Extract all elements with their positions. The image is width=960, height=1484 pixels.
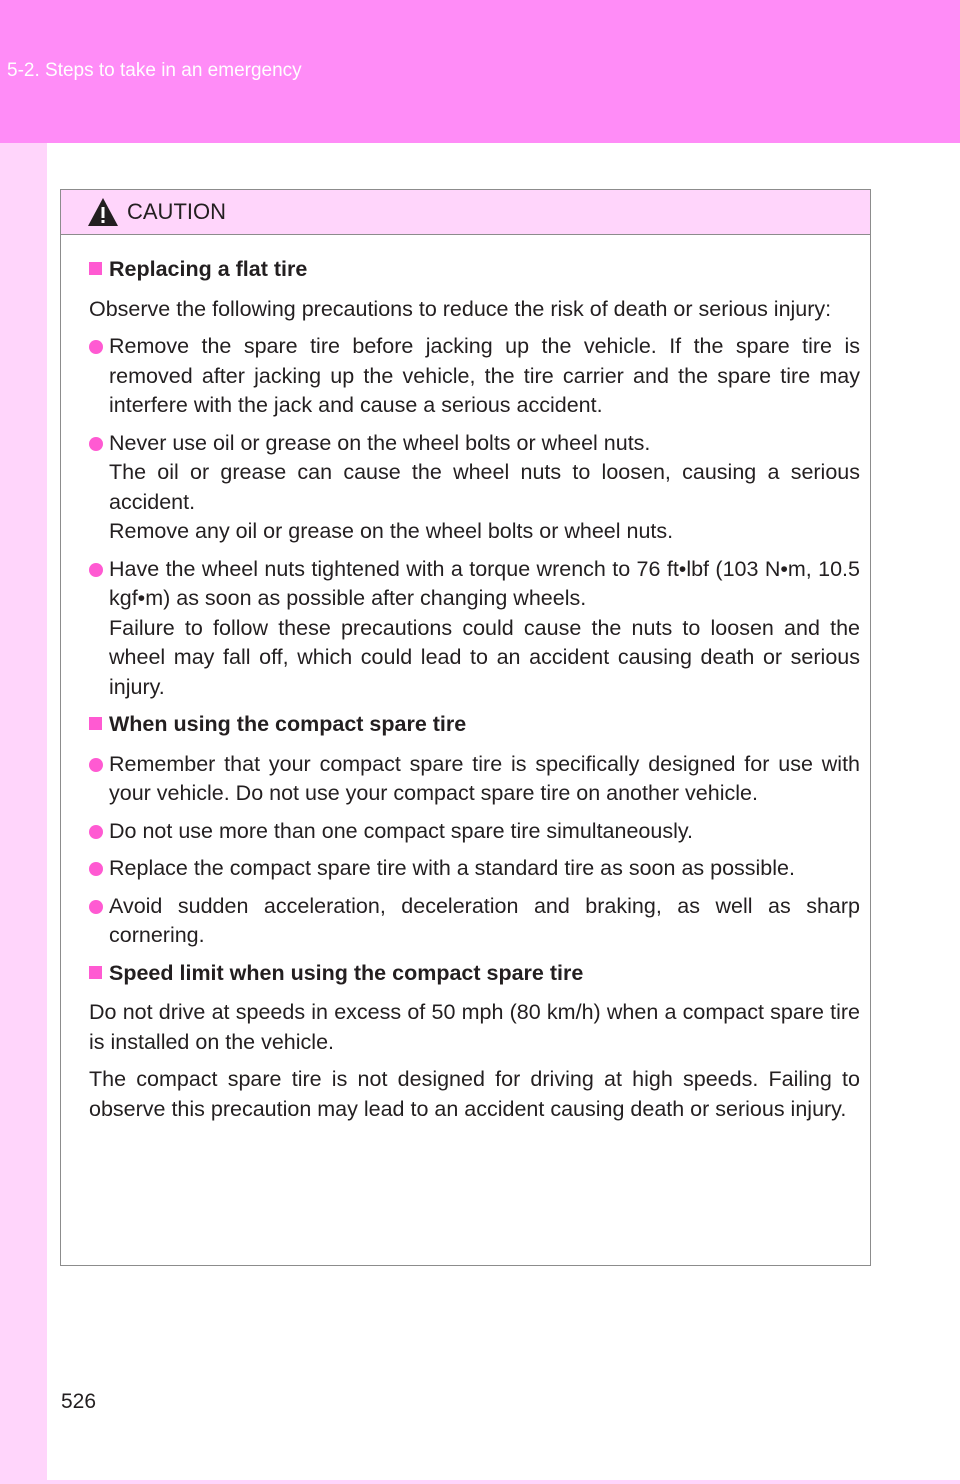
list-item: Have the wheel nuts tightened with a torque wrench to 76 ft•lbf (103 N•m, 10.5 kgf•m) as soon as possible after changing wheels. Failure to follow these precautions could cause the nuts to loosen and the wheel may fall off, which could lead to an accident causing death or serious injury. [89, 555, 860, 703]
caution-content [61, 235, 870, 1124]
caution-label: CAUTION [127, 199, 226, 224]
caution-box [60, 189, 871, 1266]
section-title: 5-2. Steps to take in an emergency [7, 60, 302, 81]
bottom-band [0, 1480, 960, 1484]
dot-bullet-icon [89, 862, 103, 876]
dot-bullet-icon [89, 758, 103, 772]
list-item: Do not use more than one compact spare tire simultaneously. [89, 817, 860, 847]
square-bullet-icon [89, 262, 102, 275]
section-heading: Replacing a flat tire [89, 255, 860, 285]
square-bullet-icon [89, 966, 102, 979]
dot-bullet-icon [89, 563, 103, 577]
paragraph: The compact spare tire is not designed for driving at high speeds. Failing to observe this precaution may lead to an accident causing death or serious injury. [89, 1067, 860, 1121]
paragraph: Observe the following precautions to reduce the risk of death or serious injury: [89, 296, 832, 321]
dot-bullet-icon [89, 340, 103, 354]
warning-triangle-icon [87, 197, 119, 227]
list-item: Remember that your compact spare tire is specifically designed for use with your vehicle. Do not use your compact spare tire on another vehicle. [89, 750, 860, 809]
square-bullet-icon [89, 717, 102, 730]
paragraph: Do not drive at speeds in excess of 50 mph (80 km/h) when a compact spare tire is installed on the vehicle. [89, 1000, 860, 1054]
dot-bullet-icon [89, 900, 103, 914]
page-number: 526 [61, 1390, 97, 1413]
list-item: Replace the compact spare tire with a standard tire as soon as possible. [89, 854, 860, 884]
dot-bullet-icon [89, 437, 103, 451]
list-item: Avoid sudden acceleration, deceleration and braking, as well as sharp cornering. [89, 892, 860, 951]
side-band [0, 143, 47, 1484]
caution-header [61, 190, 870, 235]
section-heading: When using the compact spare tire [89, 710, 860, 740]
section-heading: Speed limit when using the compact spare tire [89, 959, 860, 989]
dot-bullet-icon [89, 825, 103, 839]
list-item: Remove the spare tire before jacking up the vehicle. If the spare tire is removed after jacking up the vehicle, the tire carrier and the spare tire may interfere with the jack and cause a serious accident. [89, 332, 860, 421]
list-item: Never use oil or grease on the wheel bolts or wheel nuts. The oil or grease can cause the wheel nuts to loosen, causing a serious accident. Remove any oil or grease on the wheel bolts or wheel nuts. [89, 429, 860, 547]
